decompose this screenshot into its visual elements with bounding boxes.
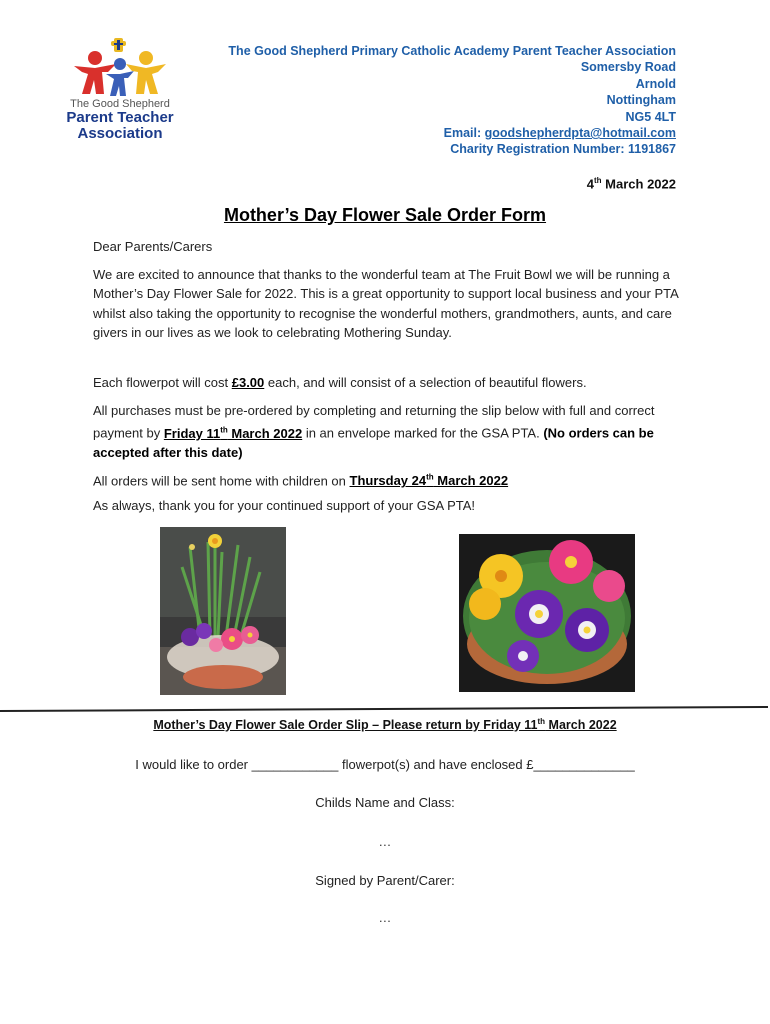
delivery-a: Thursday 24 xyxy=(349,473,427,489)
email-row xyxy=(228,125,676,141)
charity-number: Charity Registration Number: 1191867 xyxy=(450,142,676,157)
logo-line-3: Association xyxy=(77,125,163,142)
date-suffix: th xyxy=(594,176,602,185)
order-slip-title xyxy=(0,717,770,732)
page-title: Mother’s Day Flower Sale Order Form xyxy=(223,205,547,225)
intro-paragraph: We are excited to announce that thanks to the wonderful team at The Fruit Bowl we will be running a Mother’s Day Flower Sale for 2022. This is a great opportunity to support local business and your PTA whilst also taking the opportunity to recognise the wonderful mothers, grandmothers, aunts, and care givers in our lives as we look to celebrating Mothering Sunday. xyxy=(93,267,679,341)
no-late-orders-note: (No orders can be accepted after this date) xyxy=(93,425,654,461)
price-paragraph xyxy=(93,373,683,392)
delivery-text: All orders will be sent home with children on xyxy=(93,473,350,489)
email-label: Email: xyxy=(443,126,485,141)
postcode: NG5 4LT xyxy=(625,109,676,124)
letterhead xyxy=(228,43,676,158)
org-name: The Good Shepherd Primary Catholic Academy Parent Teacher Association xyxy=(228,44,676,58)
instructions-text-b: in an envelope marked for the GSA PTA. xyxy=(302,425,544,441)
delivery-paragraph xyxy=(93,468,683,491)
slip-title-a: Mother’s Day Flower Sale Order Slip – Please return by Friday 11 xyxy=(153,718,538,733)
child-name-label: Childs Name and Class: xyxy=(315,795,455,810)
letter-date xyxy=(587,176,676,191)
logo-line-2: Parent Teacher xyxy=(66,109,174,126)
date-rest: March 2022 xyxy=(601,176,676,192)
price-text-a: Each flowerpot will cost xyxy=(93,375,232,390)
deadline-sup: th xyxy=(220,425,228,435)
order-quantity-line[interactable]: I would like to order ____________ flowerpot(s) and have enclosed £______________ xyxy=(135,757,635,772)
delivery-sup: th xyxy=(426,473,434,482)
flowerpot-photo-1 xyxy=(160,527,286,695)
address-line-1: Somersby Road xyxy=(580,60,676,75)
slip-divider xyxy=(0,706,768,712)
date-day: 4 xyxy=(586,176,594,192)
closing-paragraph: As always, thank you for your continued support of your GSA PTA! xyxy=(93,498,476,513)
deadline-b: March 2022 xyxy=(227,425,303,441)
signature-field[interactable]: … xyxy=(378,910,392,925)
email-link[interactable]: goodshepherdpta@hotmail.com xyxy=(484,126,676,141)
price-text-b: each, and will consist of a selection of beautiful flowers. xyxy=(264,375,587,390)
deadline xyxy=(164,426,302,441)
slip-title-sup: th xyxy=(537,717,546,726)
order-instructions-paragraph xyxy=(93,401,683,463)
address-line-3: Nottingham xyxy=(606,93,676,108)
child-name-field[interactable]: … xyxy=(378,834,392,849)
delivery-date xyxy=(350,473,509,488)
address-line-2: Arnold xyxy=(635,76,676,91)
signature-label: Signed by Parent/Carer: xyxy=(315,873,455,888)
flowerpot-photo-2 xyxy=(459,534,635,692)
pta-logo xyxy=(60,36,180,146)
slip-title-b: March 2022 xyxy=(545,718,617,733)
instructions-text-a: All purchases must be pre-ordered by completing and returning the slip below with full and correct payment by xyxy=(93,403,655,441)
pta-logo-figures-icon xyxy=(60,36,180,98)
deadline-a: Friday 11 xyxy=(163,425,221,441)
greeting: Dear Parents/Carers xyxy=(93,239,213,254)
logo-line-1: The Good Shepherd xyxy=(70,98,170,110)
price: £3.00 xyxy=(231,375,265,390)
delivery-b: March 2022 xyxy=(433,473,509,489)
